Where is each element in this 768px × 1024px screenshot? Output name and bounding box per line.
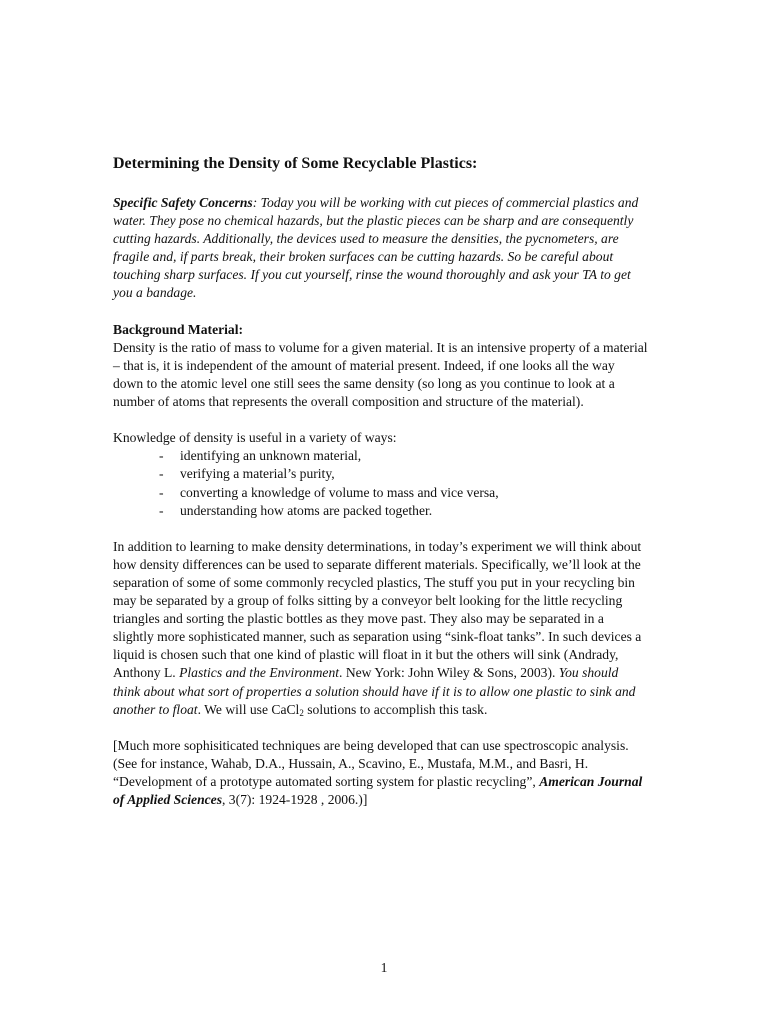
safety-label: Specific Safety Concerns	[113, 195, 253, 210]
separation-paragraph: In addition to learning to make density determinations, in today’s experiment we will think about how density differences can be used to separate different materials. Specifically, we’ll look at the separation of some of some commonly recycled plastics, The stuff you put in your recycling bin may be separated by a group of folks sitting by a conveyor belt looking for the little recycling triangles and sorting the plastic bottles as they move past. They also may be separated in a slightly more sophisticated manner, such as separation using “sink-float tanks”. In such devices a liquid is chosen such that one kind of plastic will float in it but the others will sink (Andrady, Anthony L. Plastics and the Environment. New York: John Wiley & Sons, 2003). You should think about what sort of properties a solution should have if it is to allow one plastic to sink and another to float. We will use CaCl$_2$ solutions to accomplish this task.	[113, 538, 642, 718]
page-number: 1	[380, 960, 388, 975]
safety-paragraph	[113, 194, 648, 303]
list-marker: -	[159, 466, 164, 482]
list-item: - converting a knowledge of volume to mass and vice versa,	[113, 484, 648, 502]
subscript-2: 2	[299, 707, 304, 718]
list-marker: -	[159, 502, 164, 518]
list-item: - understanding how atoms are packed together.	[113, 502, 648, 520]
book-title: Plastics and the Environment	[179, 665, 340, 681]
page-title: Determining the Density of Some Recyclable Plastics:	[113, 155, 478, 172]
think-prompt: You should think about what sort of properties a solution should have if it is to allow one plastic to sink and another to float	[113, 665, 636, 717]
uses-intro: Knowledge of density is useful in a variety of ways:	[113, 430, 397, 446]
list-item: - verifying a material’s purity,	[113, 465, 648, 483]
safety-text: : Today you will be working with cut pieces of commercial plastics and water. They pose no chemical hazards, but the plastic pieces can be sharp and are consequently cutting hazards. Additionally, the devices used to measure the densities, the pycnometers, are fragile and, if parts break, their broken surfaces can be cutting hazards. So be careful about touching sharp surfaces. If you cut yourself, rinse the wound thoroughly and ask your TA to get you a bandage.	[113, 195, 639, 301]
journal-title: American Journal of Applied Sciences	[113, 774, 643, 808]
list-marker: -	[159, 448, 164, 464]
reference-note: [Much more sophisiticated techniques are being developed that can use spectroscopic analysis. (See for instance, Wahab, D.A., Hussain, A., Scavino, E., Mustafa, M.M., and Basri, H. “Development of a prototype automated sorting system for plastic recycling”, American Journal of Applied Sciences, 3(7): 1924-1928 , 2006.)]	[113, 737, 643, 808]
list-marker: -	[159, 484, 164, 500]
list-item: - identifying an unknown material,	[113, 447, 648, 465]
background-paragraph: Density is the ratio of mass to volume for a given material. It is an intensive property of a material – that is, it is independent of the amount of material present. Indeed, if one looks all the way down to the atomic level one still sees the same density (so long as you continue to look at a number of atoms that represents the overall composition and structure of the material).	[113, 339, 648, 410]
document-body	[113, 152, 648, 809]
background-heading: Background Material:	[113, 321, 244, 337]
uses-list	[113, 447, 648, 519]
